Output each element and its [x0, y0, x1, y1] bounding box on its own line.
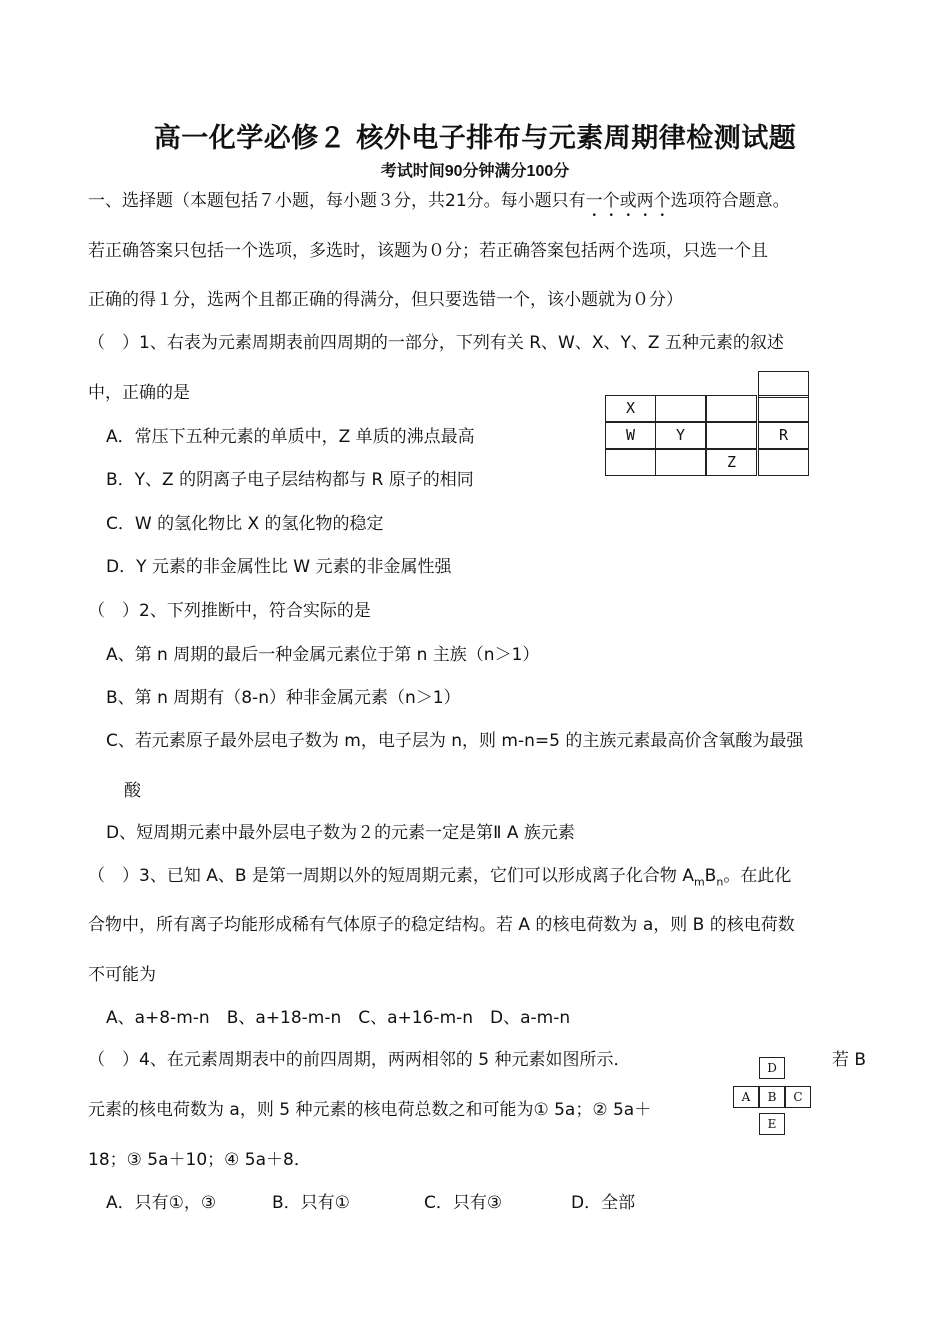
q1-option-d: D．Y 元素的非金属性比 W 元素的非金属性强 [106, 557, 452, 577]
intro-emphasis: 一个或两个 [585, 191, 671, 211]
q1-option-a: A．常压下五种元素的单质中，Z 单质的沸点最高 [106, 427, 475, 447]
table-cell-empty [706, 395, 757, 422]
section-intro-line-1 [88, 186, 790, 221]
q3-formula-b: B [704, 866, 717, 886]
table-cell-y: Y [655, 422, 706, 449]
figure-cell-e: E [759, 1113, 785, 1135]
figure-cell-b: B [759, 1086, 785, 1108]
q1-stem-line-2: 中，正确的是 [88, 383, 190, 403]
q4-stem-line-2: 元素的核电荷数为 a，则 5 种元素的核电荷总数之和可能为① 5a；② 5a＋ [88, 1100, 652, 1120]
q4-stem-line-1: （ ）4、在元素周期表中的前四周期，两两相邻的 5 种元素如图所示． [88, 1050, 631, 1070]
q4-option-b: B．只有① [272, 1193, 350, 1213]
table-cell-x: X [605, 395, 656, 422]
table-cell-empty [758, 371, 809, 398]
q1-stem-line-1: （ ）1、右表为元素周期表前四周期的一部分，下列有关 R、W、X、Y、Z 五种元素的叙述 [88, 333, 784, 353]
q1-option-b: B．Y、Z 的阴离子电子层结构都与 R 原子的相同 [106, 470, 474, 490]
exam-info: 考试时间90分钟满分100分 [380, 163, 570, 180]
q2-option-c-line-2: 酸 [124, 781, 141, 801]
q3-options: A、a+8-m-n B、a+18-m-n C、a+16-m-n D、a-m-n [106, 1008, 571, 1028]
q4-option-c: C．只有③ [424, 1193, 503, 1213]
figure-cell-c: C [785, 1086, 811, 1108]
intro-text-a: 一、选择题（本题包括７小题，每小题３分，共21分。每小题只有 [88, 191, 586, 211]
q3-stem-text-a: （ ）3、已知 A、B 是第一周期以外的短周期元素，它们可以形成离子化合物 A [88, 866, 694, 886]
q2-option-a: A、第 n 周期的最后一种金属元素位于第 n 主族（n＞1） [106, 645, 540, 665]
q3-stem-line-1 [88, 861, 791, 888]
q4-option-d: D．全部 [571, 1193, 636, 1213]
q4-option-a: A．只有①，③ [106, 1193, 217, 1213]
section-intro-line-3: 正确的得１分，选两个且都正确的得满分，但只要选错一个，该小题就为０分） [88, 290, 683, 310]
table-cell-r: R [758, 422, 809, 449]
intro-text-c: 选项符合题意。 [670, 191, 790, 211]
table-cell-w: W [605, 422, 656, 449]
q2-option-d: D、短周期元素中最外层电子数为２的元素一定是第Ⅱ A 族元素 [106, 823, 575, 843]
q3-subscript-n: n [716, 875, 724, 889]
q3-subscript-m: m [693, 875, 705, 889]
q3-stem-line-2: 合物中，所有离子均能形成稀有气体原子的稳定结构。若 A 的核电荷数为 a，则 B 的核电荷数 [88, 915, 795, 935]
table-cell-z: Z [706, 449, 757, 476]
page-title: 高一化学必修２ 核外电子排布与元素周期律检测试题 [153, 123, 797, 154]
q4-stem-line-3: 18；③ 5a＋10；④ 5a＋8． [88, 1150, 311, 1170]
table-cell-empty [655, 449, 706, 476]
q1-option-c: C．W 的氢化物比 X 的氢化物的稳定 [106, 514, 384, 534]
table-cell-empty [655, 395, 706, 422]
figure-cell-d: D [759, 1057, 785, 1079]
q2-stem: （ ）2、下列推断中，符合实际的是 [88, 601, 371, 621]
table-cell-empty [706, 422, 757, 449]
table-cell-empty [605, 449, 656, 476]
q3-stem-line-3: 不可能为 [88, 965, 156, 985]
q3-stem-text-b: 。在此化 [723, 866, 792, 886]
table-cell-empty [758, 449, 809, 476]
q2-option-b: B、第 n 周期有（8-n）种非金属元素（n＞1） [106, 688, 461, 708]
table-cell-empty [758, 395, 809, 422]
q2-option-c-line-1: C、若元素原子最外层电子数为 m，电子层为 n，则 m-n=5 的主族元素最高价含氧酸为最强 [106, 731, 804, 751]
section-intro-line-2: 若正确答案只包括一个选项，多选时，该题为０分；若正确答案包括两个选项，只选一个且 [88, 241, 768, 261]
figure-cell-a: A [733, 1086, 759, 1108]
q4-stem-line-1-right: 若 B [832, 1050, 867, 1070]
